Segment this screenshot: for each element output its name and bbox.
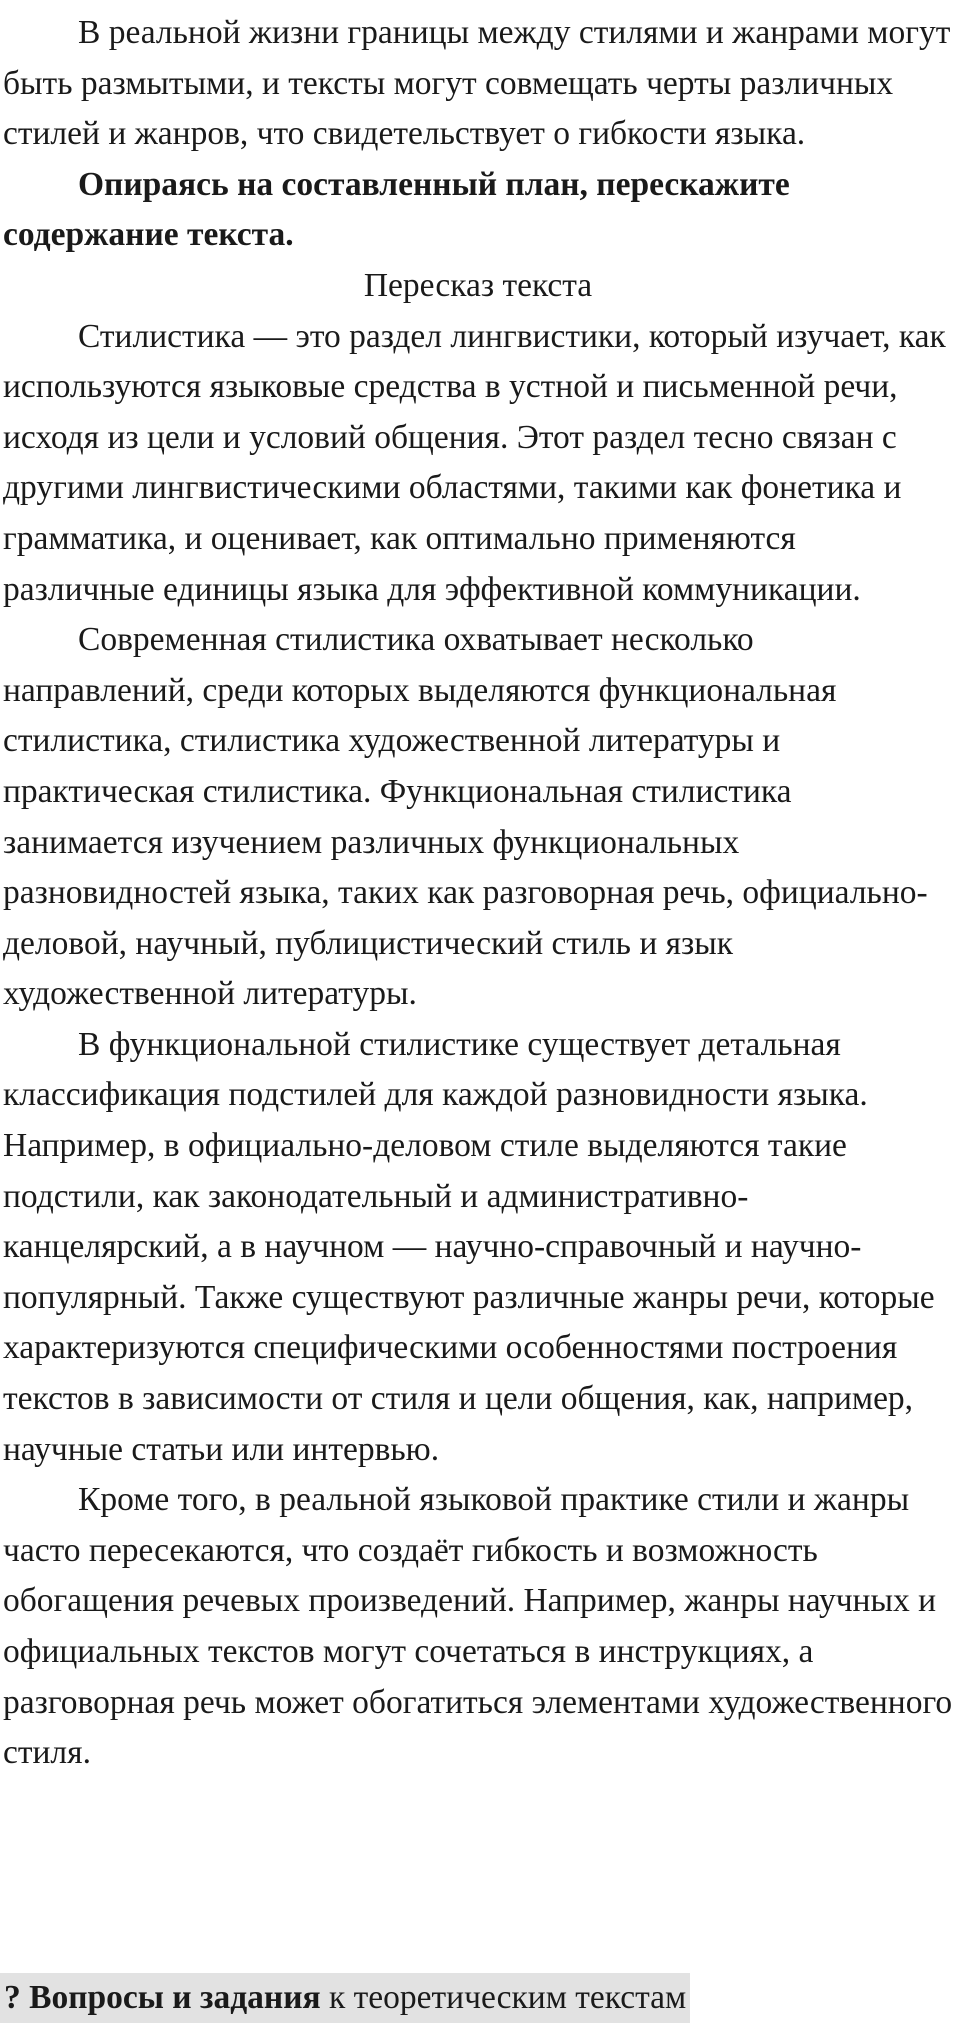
retelling-title: Пересказ текста (363, 266, 593, 304)
task-instruction: Опираясь на составленный план, перескажите содержание текста. (3, 165, 790, 254)
retelling-paragraph-1: Стилистика — это раздел лингвистики, который изучает, как используются языковые средства в устной и письменной речи, исходя из цели и условий общения. Этот раздел тесно связан с другими лингвистическими областями, такими как фонетика и грамматика, и оценивает, как оптимально применяются различные единицы языка для эффективной коммуникации. (3, 317, 946, 608)
retelling-paragraph-2: Современная стилистика охватывает несколько направлений, среди которых выделяются функциональная стилистика, стилистика художественной литературы и практическая стилистика. Функциональная стилистика занимается изучением различных функциональных разновидностей языка, таких как разговорная речь, официально-деловой, научный, публицистический стиль и язык художественной литературы. (3, 621, 928, 1013)
questions-label: ? Вопросы и задания (4, 1979, 321, 2016)
retelling-paragraph-3: В функциональной стилистике существует детальная классификация подстилей для каждой разновидности языка. Например, в официально-деловом стиле выделяются такие подстили, как законодательный и административно-канцелярский, а в научном — научно-справочный и научно-популярный. Также существуют различные жанры речи, которые характеризуются специфическими особенностями построения текстов в зависимости от стиля и цели общения, как, например, научные статьи или интервью. (3, 1025, 935, 1468)
questions-section-header (0, 1973, 690, 2023)
questions-subtitle: к теоретическим текстам (320, 1979, 687, 2016)
intro-paragraph: В реальной жизни границы между стилями и жанрами могут быть размытыми, и тексты могут совмещать черты различных стилей и жанров, что свидетельствует о гибкости языка. (3, 14, 951, 153)
document-body (3, 8, 953, 1779)
retelling-paragraph-4: Кроме того, в реальной языковой практике стили и жанры часто пересекаются, что создаёт гибкость и возможность обогащения речевых произведений. Например, жанры научных и официальных текстов могут сочетаться в инструкциях, а разговорная речь может обогатиться элементами художественного стиля. (3, 1481, 953, 1772)
